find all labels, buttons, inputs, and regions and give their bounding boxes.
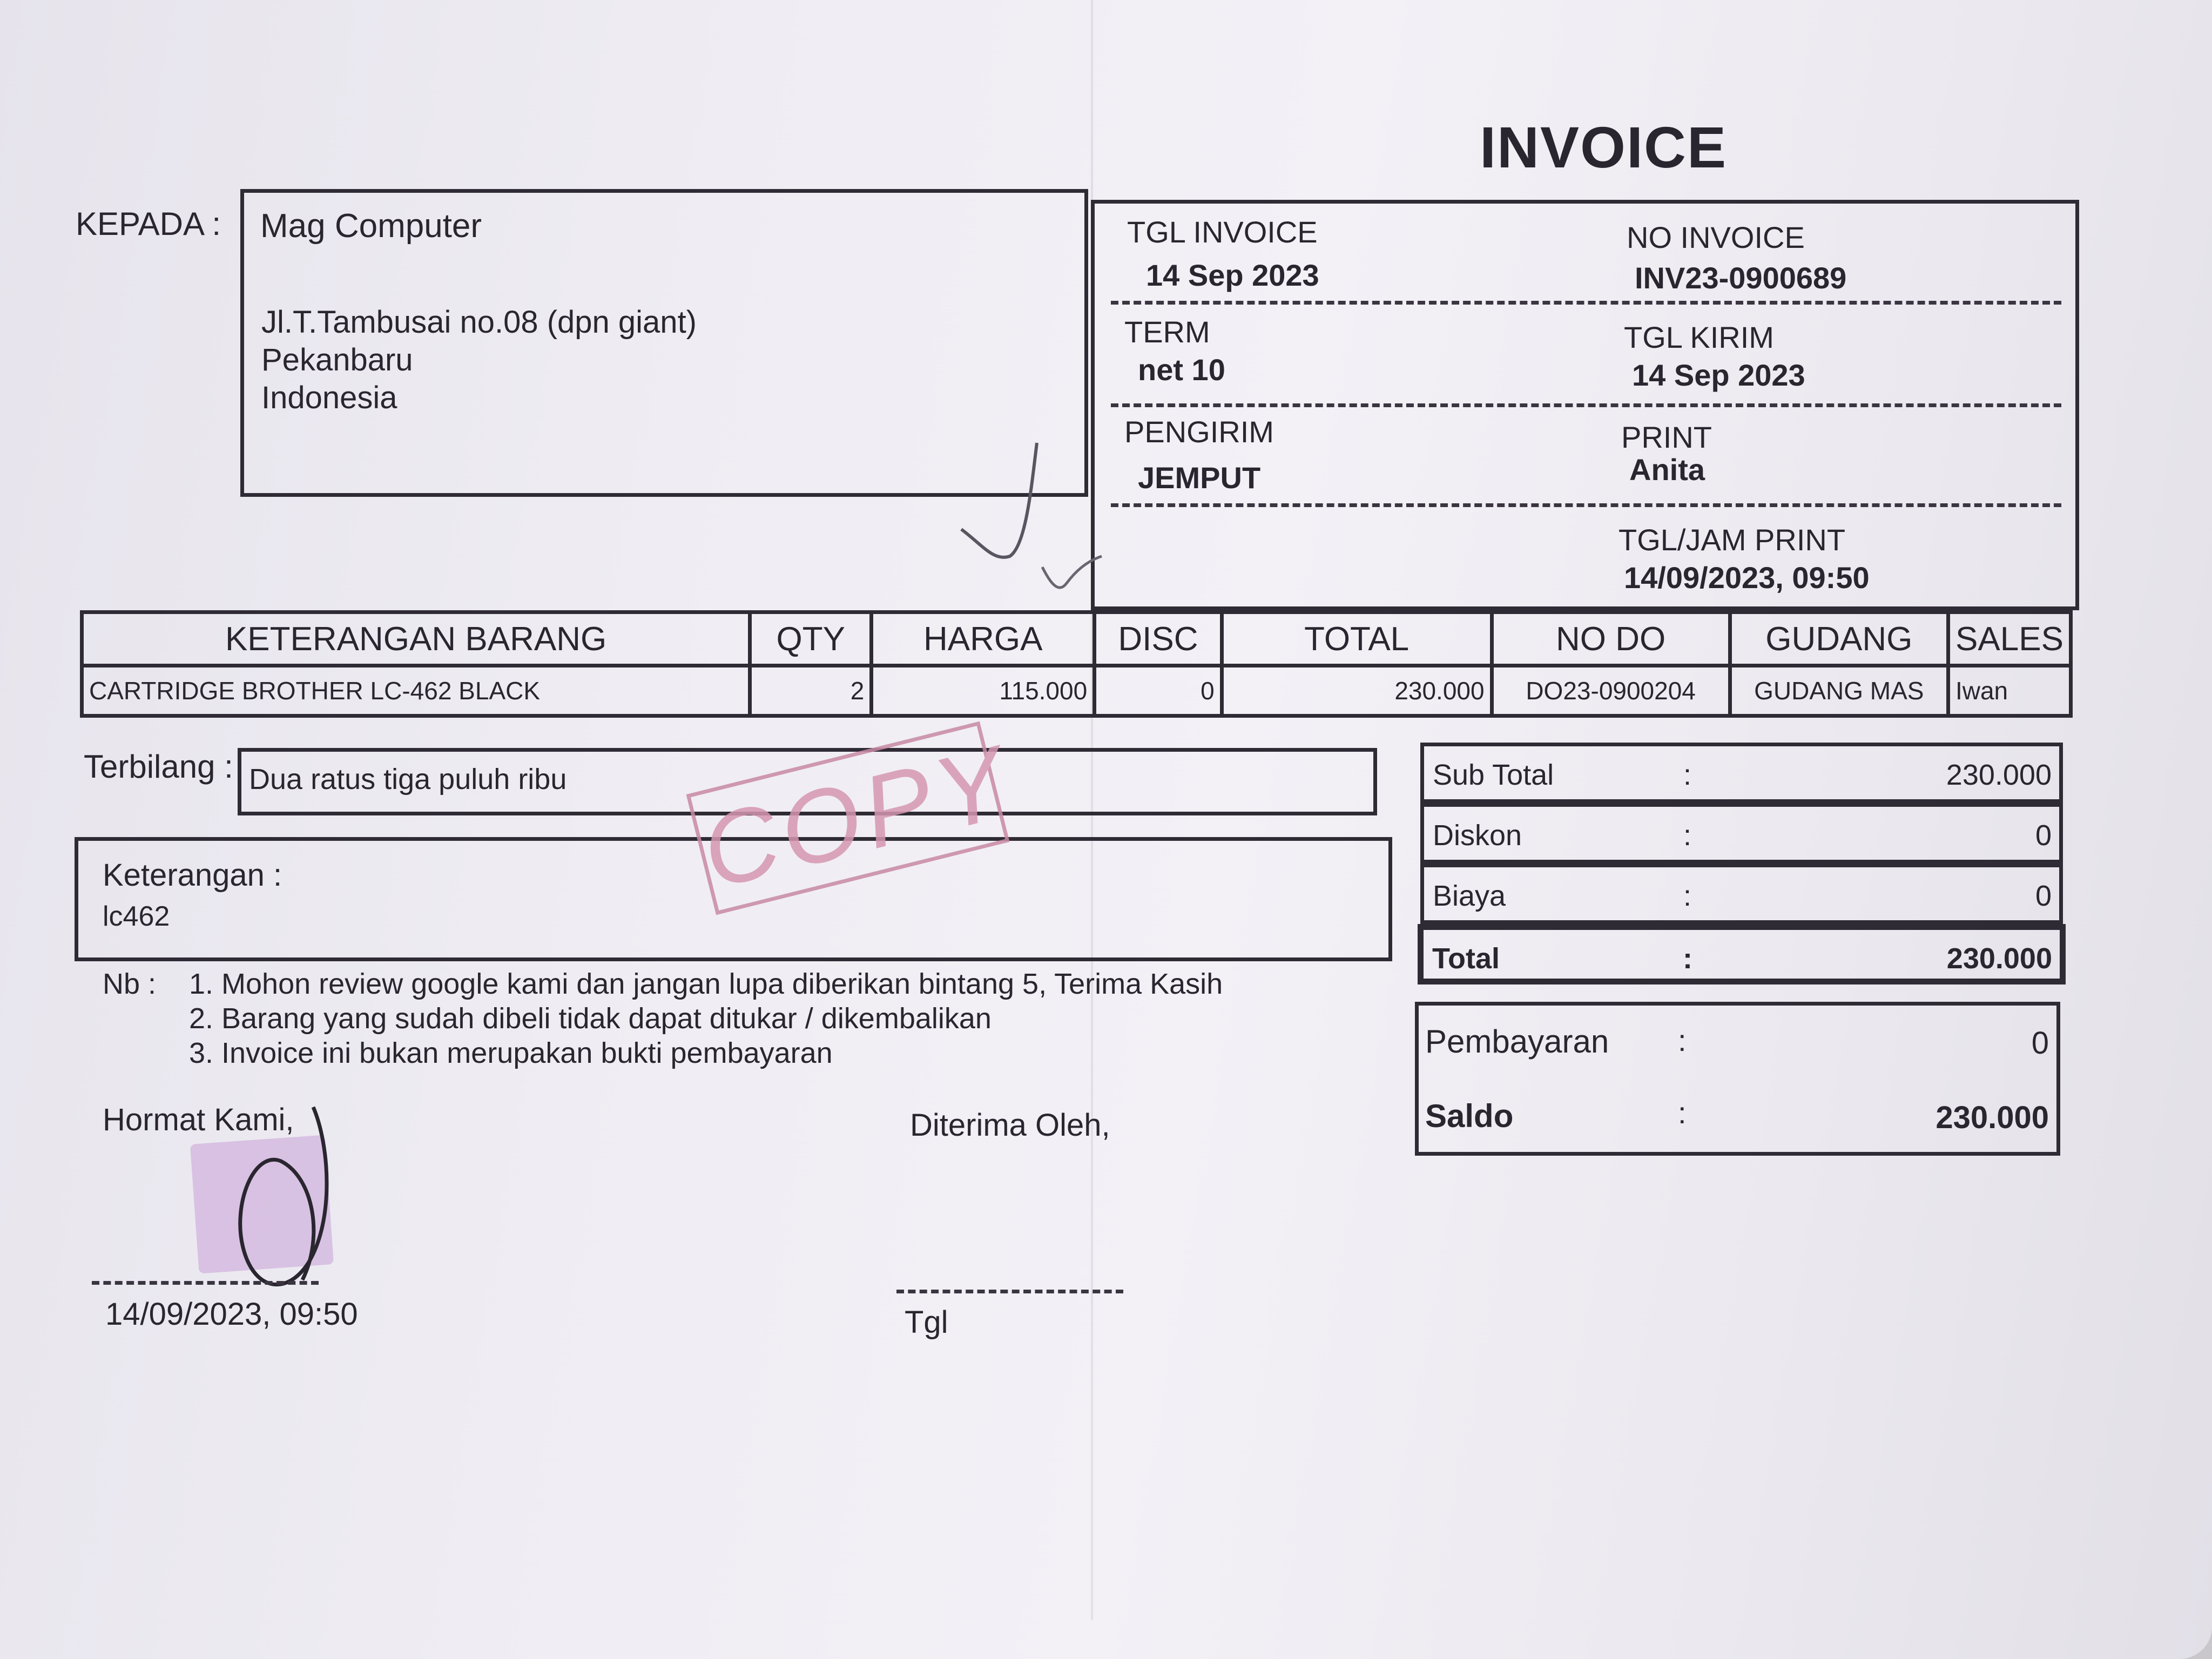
invoice-title: INVOICE (1480, 114, 1728, 180)
cell-disc: 0 (1095, 666, 1222, 716)
terbilang-label: Terbilang : (84, 748, 233, 785)
no-invoice-label: NO INVOICE (1627, 220, 1805, 254)
signature-line (92, 1281, 319, 1285)
term-label: TERM (1124, 315, 1210, 349)
items-table (80, 610, 2073, 718)
cell-total: 230.000 (1222, 666, 1492, 716)
col-sales: SALES (1948, 612, 2071, 666)
total-row (1418, 924, 2066, 984)
payment-box (1415, 1002, 2060, 1156)
tgl-invoice-value: 14 Sep 2023 (1146, 258, 1319, 292)
notes-list (189, 967, 1223, 1070)
col-qty: QTY (750, 612, 872, 666)
colon: : (1678, 1096, 1687, 1130)
table-header-row (82, 612, 2071, 666)
col-no-do: NO DO (1492, 612, 1730, 666)
saldo-value: 230.000 (1936, 1100, 2049, 1135)
term-value: net 10 (1138, 353, 1225, 387)
pembayaran-label: Pembayaran (1425, 1023, 1609, 1060)
divider (1111, 403, 2061, 407)
total-value: 230.000 (1946, 942, 2052, 975)
print-label: PRINT (1621, 420, 1712, 454)
col-harga: HARGA (872, 612, 1095, 666)
cell-no-do: DO23-0900204 (1492, 666, 1730, 716)
subtotal-row (1420, 743, 2063, 803)
biaya-label: Biaya (1433, 880, 1506, 912)
receiver-signature-line (896, 1290, 1123, 1293)
cell-sales: Iwan (1948, 666, 2071, 716)
copy-stamp: COPY (686, 721, 1009, 915)
address-line: Jl.T.Tambusai no.08 (dpn giant) (261, 305, 697, 340)
subtotal-label: Sub Total (1433, 759, 1554, 791)
saldo-label: Saldo (1425, 1098, 1514, 1134)
cell-gudang: GUDANG MAS (1730, 666, 1948, 716)
table-row (82, 666, 2071, 716)
colon: : (1683, 942, 1692, 975)
col-keterangan: KETERANGAN BARANG (82, 612, 750, 666)
terbilang-value: Dua ratus tiga puluh ribu (249, 763, 567, 795)
checkmark-scribble (950, 421, 1123, 605)
tgl-kirim-value: 14 Sep 2023 (1632, 358, 1805, 392)
tgl-kirim-label: TGL KIRIM (1624, 320, 1774, 354)
address-line: Indonesia (261, 380, 397, 415)
col-gudang: GUDANG (1730, 612, 1948, 666)
subtotal-value: 230.000 (1946, 759, 2052, 791)
print-value: Anita (1629, 453, 1705, 487)
tgl-jam-print-value: 14/09/2023, 09:50 (1624, 561, 1870, 595)
colon: : (1683, 880, 1692, 912)
colon: : (1683, 759, 1692, 791)
keterangan-label: Keterangan : (103, 858, 282, 893)
note-item: 2. Barang yang sudah dibeli tidak dapat ditukar / dikembalikan (189, 1002, 992, 1035)
biaya-value: 0 (2035, 880, 2052, 912)
no-invoice-value: INV23-0900689 (1635, 261, 1847, 295)
cell-keterangan: CARTRIDGE BROTHER LC-462 BLACK (82, 666, 750, 716)
diskon-row (1420, 803, 2063, 864)
cell-harga: 115.000 (872, 666, 1095, 716)
kepada-label: KEPADA : (76, 206, 221, 242)
hormat-date: 14/09/2023, 09:50 (105, 1297, 358, 1332)
tgl-invoice-label: TGL INVOICE (1127, 215, 1318, 249)
notes-label: Nb : (103, 968, 157, 1000)
address-line: Pekanbaru (261, 342, 413, 377)
diterima-oleh-label: Diterima Oleh, (910, 1108, 1110, 1143)
pengirim-label: PENGIRIM (1124, 415, 1274, 449)
invoice-info-box (1091, 200, 2079, 610)
hormat-kami-label: Hormat Kami, (103, 1102, 294, 1137)
pembayaran-value: 0 (2031, 1026, 2049, 1061)
colon: : (1683, 819, 1692, 852)
pengirim-value: JEMPUT (1138, 461, 1261, 495)
colon: : (1678, 1023, 1687, 1057)
col-total: TOTAL (1222, 612, 1492, 666)
recipient-name: Mag Computer (260, 207, 482, 245)
tgl-label: Tgl (905, 1305, 948, 1340)
recipient-address (261, 304, 697, 417)
diskon-label: Diskon (1433, 819, 1522, 852)
note-item: 1. Mohon review google kami dan jangan lupa diberikan bintang 5, Terima Kasih (189, 968, 1223, 1000)
col-disc: DISC (1095, 612, 1222, 666)
divider (1111, 301, 2061, 305)
cell-qty: 2 (750, 666, 872, 716)
note-item: 3. Invoice ini bukan merupakan bukti pembayaran (189, 1037, 833, 1069)
diskon-value: 0 (2035, 819, 2052, 852)
signature (221, 1102, 340, 1301)
keterangan-value: lc462 (103, 901, 170, 932)
tgl-jam-print-label: TGL/JAM PRINT (1618, 523, 1846, 557)
biaya-row (1420, 864, 2063, 924)
total-label: Total (1432, 942, 1500, 975)
divider (1111, 503, 2061, 507)
